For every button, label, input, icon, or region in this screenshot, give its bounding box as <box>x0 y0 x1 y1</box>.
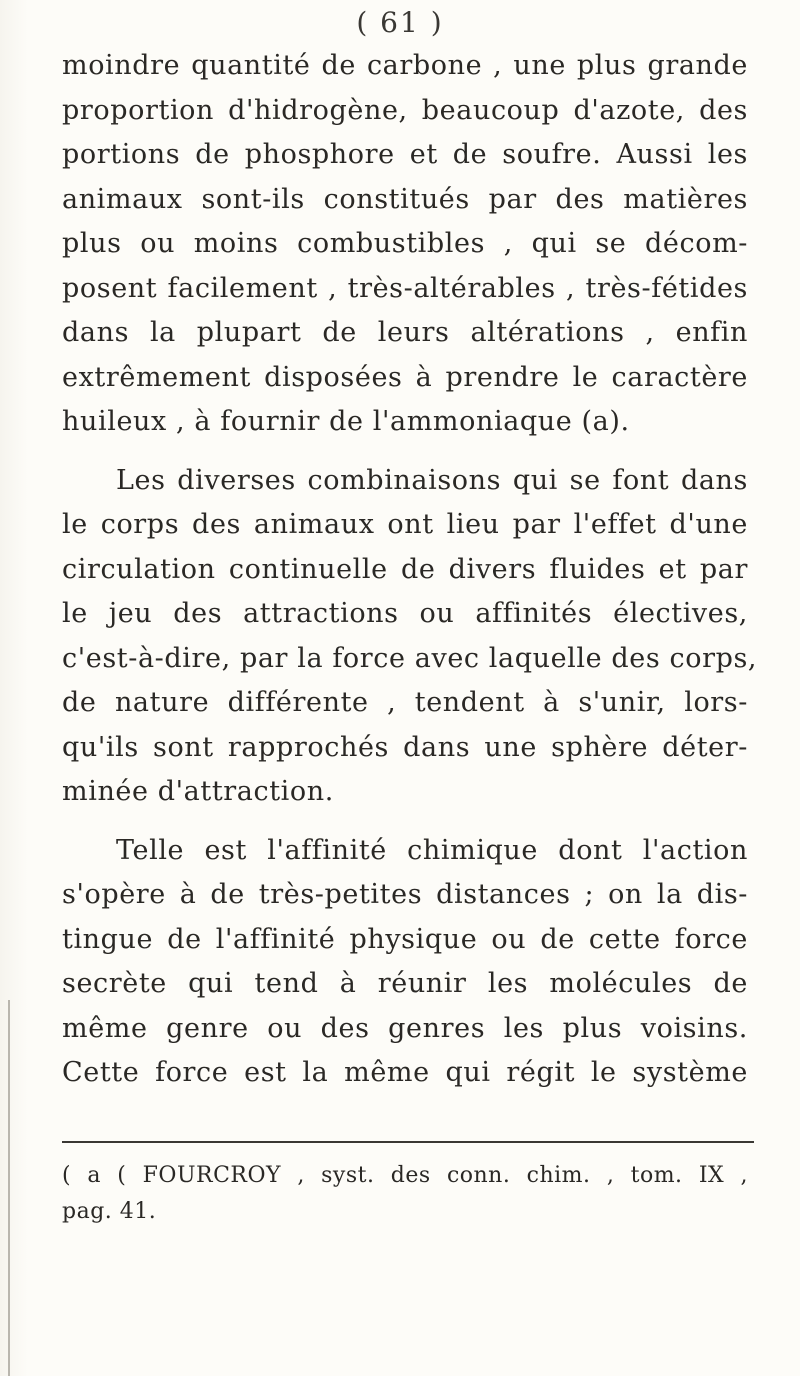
paragraph-3 <box>62 829 748 1096</box>
text-line: s'opère à de très-petites distances ; on la dis- <box>62 879 748 910</box>
text-line: de nature différente , tendent à s'unir, lors- <box>62 687 748 718</box>
text-line: Telle est l'affinité chimique dont l'action <box>116 834 748 866</box>
text-line: moindre quantité de carbone , une plus grande <box>62 50 748 81</box>
text-line: tingue de l'affinité physique ou de cette force <box>62 923 748 955</box>
paragraph-gap <box>62 445 748 459</box>
page-number: ( 61 ) <box>356 6 444 39</box>
footnote-rule <box>62 1141 754 1143</box>
text-line: le jeu des attractions ou affinités électives, <box>62 598 748 629</box>
text-line: Les diverses combinaisons qui se font dans <box>116 464 748 496</box>
text-line: posent facilement , très-altérables , très-fétides <box>62 272 748 304</box>
text-line: secrète qui tend à réunir les molécules de <box>62 968 748 999</box>
footnote <box>62 1158 748 1230</box>
paragraph-1 <box>62 44 748 445</box>
paragraph-gap <box>62 815 748 829</box>
text-line: proportion d'hidrogène, beaucoup d'azote, des <box>62 94 748 126</box>
text-line: extrêmement disposées à prendre le caractère <box>62 361 748 393</box>
text-line: huileux , à fournir de l'ammoniaque (a). <box>62 406 630 437</box>
text-line: même genre ou des genres les plus voisins. <box>62 1012 748 1044</box>
text-line: qu'ils sont rapprochés dans une sphère déter- <box>62 731 748 763</box>
body-text <box>62 44 758 1096</box>
text-line: minée d'attraction. <box>62 776 334 807</box>
text-line: le corps des animaux ont lieu par l'effet d'une <box>62 509 748 540</box>
text-line: animaux sont-ils constitués par des matières <box>62 183 748 215</box>
footnote-line: pag. 41. <box>62 1199 157 1224</box>
paragraph-2 <box>62 459 758 815</box>
text-line: circulation continuelle de divers fluides et par <box>62 553 748 585</box>
text-line: c'est-à-dire, par la force avec laquelle des corps, <box>62 642 758 674</box>
binding-edge <box>8 1000 10 1376</box>
text-line: dans la plupart de leurs altérations , enfin <box>62 317 748 348</box>
footnote-line: ( a ( FOURCROY , syst. des conn. chim. , tom. IX , <box>62 1163 748 1188</box>
text-line: plus ou moins combustibles , qui se décom- <box>62 228 748 259</box>
text-line: portions de phosphore et de soufre. Aussi les <box>62 139 748 170</box>
text-line: Cette force est la même qui régit le système <box>62 1057 748 1088</box>
